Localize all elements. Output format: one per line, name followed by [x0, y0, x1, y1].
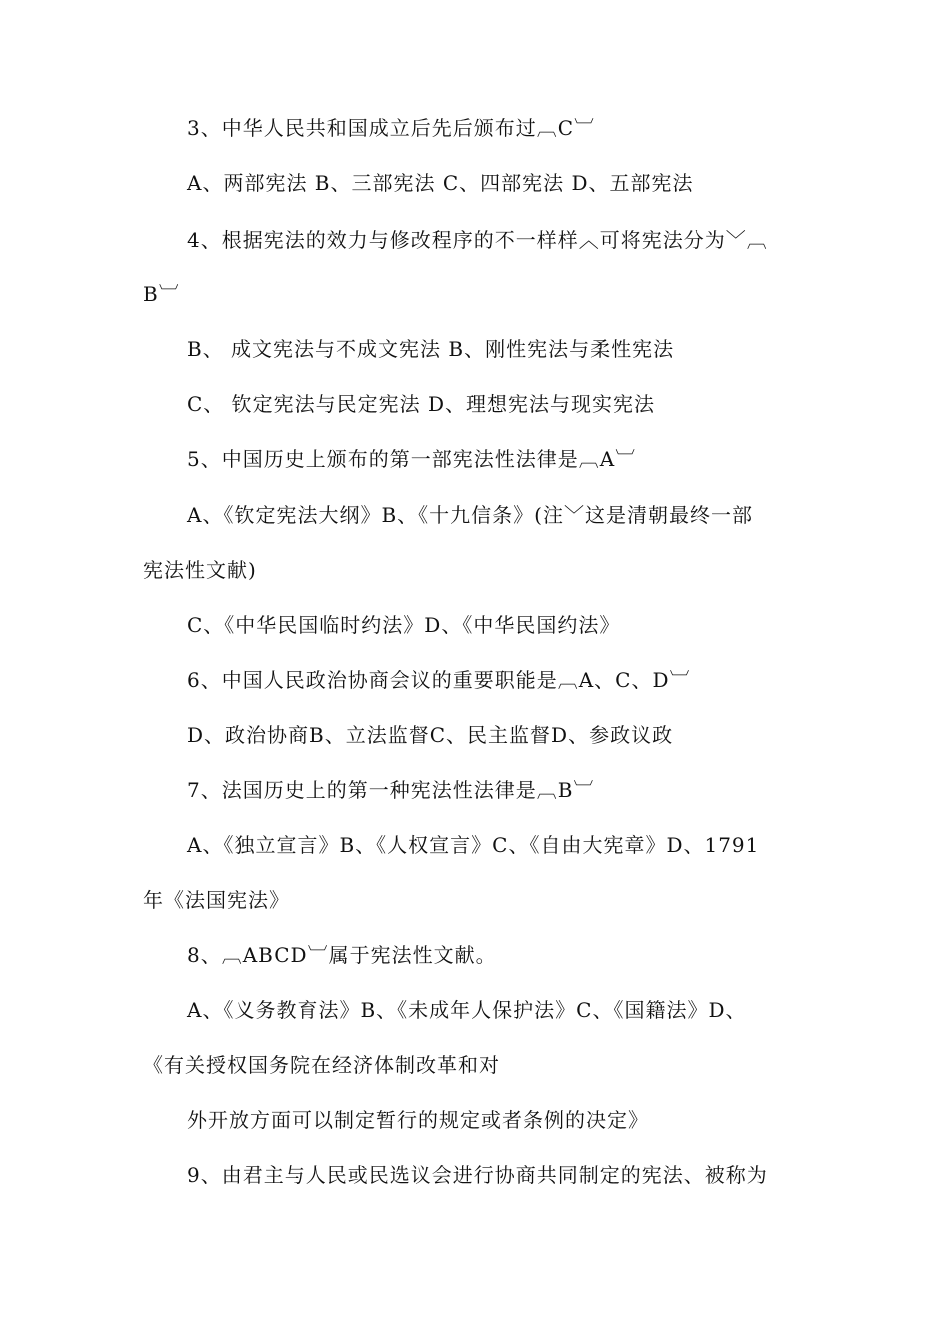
question-7: 7、法国历史上的第一种宪法性法律是︹B︺	[187, 778, 595, 802]
question-4-options-1: B、 成文宪法与不成文宪法 B、刚性宪法与柔性宪法	[187, 337, 675, 361]
question-8-options-continued-1: 《有关授权国务院在经济体制改革和对	[143, 1053, 500, 1077]
question-5-options-2: C、《中华民国临时约法》D、《中华民国约法》	[187, 613, 621, 637]
question-5-options-1: A、《钦定宪法大纲》B、《十九信条》(注﹀这是清朝最终一部	[187, 503, 753, 527]
question-7-options: A、《独立宣言》B、《人权宣言》C、《自由大宪章》D、1791	[187, 833, 760, 857]
question-8-options-continued-2: 外开放方面可以制定暂行的规定或者条例的决定》	[187, 1108, 649, 1132]
question-6-options: D、政治协商B、立法监督C、民主监督D、参政议政	[187, 723, 674, 747]
question-8-options: A、《义务教育法》B、《未成年人保护法》C、《国籍法》D、	[187, 998, 747, 1022]
question-6: 6、中国人民政治协商会议的重要职能是︹A、C、D︺	[187, 668, 691, 692]
question-4: 4、根据宪法的效力与修改程序的不一样样︿可将宪法分为﹀︹	[187, 228, 768, 252]
question-3: 3、中华人民共和国成立后先后颁布过︹C︺	[187, 116, 596, 140]
question-5: 5、中国历史上颁布的第一部宪法性法律是︹A︺	[187, 447, 637, 471]
question-7-options-continued: 年《法国宪法》	[143, 888, 290, 912]
question-4-continued: B︺	[143, 282, 180, 306]
question-3-options: A、两部宪法 B、三部宪法 C、四部宪法 D、五部宪法	[187, 171, 694, 195]
question-9: 9、由君主与人民或民选议会进行协商共同制定的宪法、被称为	[187, 1163, 768, 1187]
question-5-options-1-continued: 宪法性文献)	[143, 558, 257, 582]
question-4-options-2: C、 钦定宪法与民定宪法 D、理想宪法与现实宪法	[187, 392, 656, 416]
question-8: 8、︹ABCD︺属于宪法性文献。	[187, 943, 497, 967]
